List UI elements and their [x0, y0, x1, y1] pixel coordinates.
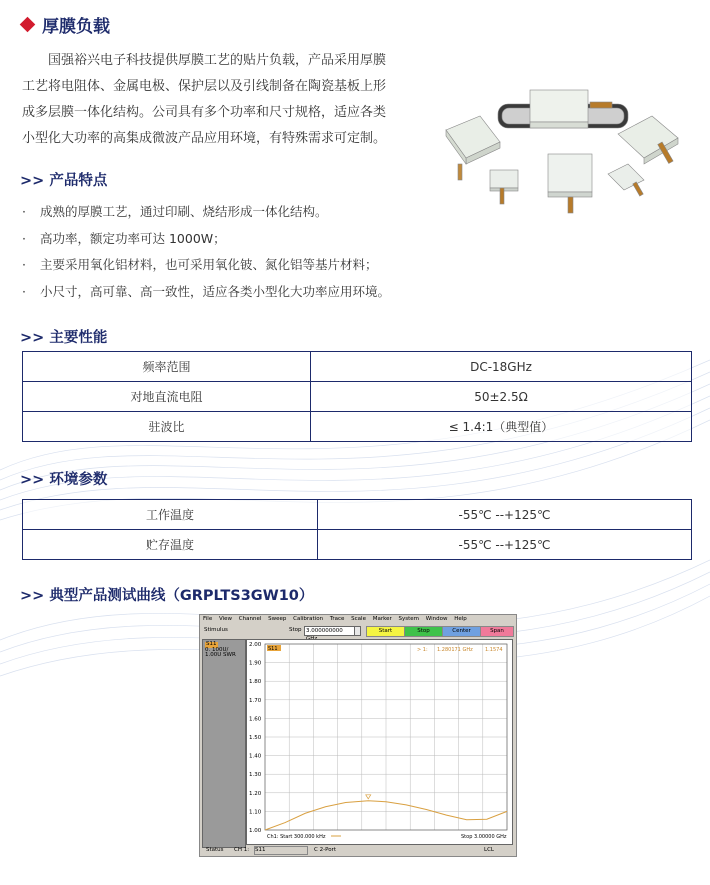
center-button[interactable]: Center — [442, 626, 481, 637]
section-curve-heading: >> 典型产品测试曲线（GRPLTS3GW10） — [20, 588, 314, 604]
section-environment-heading: >> 环境参数 — [20, 472, 108, 488]
list-item: · 成熟的厚膜工艺，通过印刷、烧结形成一体化结构。 — [22, 204, 328, 219]
plot-area — [246, 639, 513, 845]
marker-triangle — [366, 795, 371, 799]
menu-item[interactable]: System — [398, 616, 419, 622]
y-tick-label: 1.90 — [249, 660, 262, 667]
y-tick-label: 1.40 — [249, 753, 262, 760]
table-cell: 驻波比 — [23, 412, 311, 442]
section-title-header — [22, 12, 110, 37]
table-cell: 对地直流电阻 — [23, 382, 311, 412]
menu-item[interactable]: View — [218, 616, 233, 622]
table-cell: -55℃ --+125℃ — [318, 530, 692, 560]
status-label: Status — [206, 847, 224, 853]
table-row — [23, 352, 692, 382]
stop-frequency-input[interactable]: 3.000000000 — [304, 626, 355, 636]
table-cell: 50±2.5Ω — [311, 382, 692, 412]
y-tick-label: 1.00 — [249, 828, 262, 834]
intro-line: 成多层膜一体化结构。公司具有多个功率和尺寸规格，适应各类 — [22, 105, 387, 120]
table-cell: 工作温度 — [23, 500, 318, 530]
vswr-chart — [247, 640, 512, 844]
list-item: · 小尺寸，高可靠、高一致性，适应各类小型化大功率应用环境。 — [22, 283, 391, 299]
menu-item[interactable]: Scale — [351, 616, 366, 622]
table-cell: -55℃ --+125℃ — [318, 500, 692, 530]
environment-table — [22, 499, 692, 560]
intro-line: 国强裕兴电子科技提供厚膜工艺的贴片负载，产品采用厚膜 — [48, 53, 387, 68]
marker-label: > 1: — [417, 647, 428, 653]
menu-item[interactable]: Sweep — [268, 616, 287, 622]
status-trace: S11 — [254, 846, 308, 855]
y-tick-label: 1.70 — [249, 697, 262, 704]
spinner-icon[interactable] — [354, 626, 361, 636]
network-analyzer-screenshot — [199, 614, 517, 857]
table-cell: ≤ 1.4:1（典型值） — [311, 412, 692, 442]
lcl-label: LCL — [484, 847, 494, 853]
channel-label: CH 1: — [234, 847, 250, 853]
table-row — [23, 382, 692, 412]
y-tick-label: 1.30 — [249, 772, 262, 779]
analyzer-toolbar — [201, 625, 513, 636]
intro-paragraph — [22, 48, 427, 152]
y-tick-label: 1.10 — [249, 809, 262, 816]
stimulus-label: Stimulus — [204, 627, 228, 633]
features-list — [22, 199, 442, 305]
trace-panel — [202, 639, 246, 848]
table-row — [23, 500, 692, 530]
trace-format: 1.00U SWR — [205, 652, 236, 658]
port-label: C 2-Port — [314, 847, 336, 853]
section-performance-heading: >> 主要性能 — [20, 330, 108, 346]
analyzer-menu-bar — [200, 615, 516, 624]
marker-frequency: 1.280171 GHz — [437, 647, 473, 653]
y-tick-label: 2.00 — [249, 642, 262, 648]
diamond-icon — [20, 17, 36, 33]
menu-item[interactable]: Trace — [329, 616, 345, 622]
marker-value: 1.1574 — [485, 647, 503, 653]
table-cell: 贮存温度 — [23, 530, 318, 560]
performance-table — [22, 351, 692, 442]
y-tick-label: 1.80 — [249, 679, 262, 686]
trace-tag: S11 — [268, 646, 278, 652]
stop-frequency-label: Stop 3.00000 GHz — [461, 834, 507, 840]
trace-scale: 0. 100U/ — [205, 646, 229, 653]
page-title: 厚膜负载 — [42, 17, 110, 37]
y-tick-label: 1.20 — [249, 790, 262, 797]
stop-label: Stop — [289, 627, 302, 633]
menu-item[interactable]: Calibration — [293, 616, 324, 622]
trace-info[interactable] — [205, 642, 243, 662]
start-button[interactable]: Start — [366, 626, 405, 637]
intro-line: 工艺将电阻体、金属电极、保护层以及引线制备在陶瓷基板上形 — [22, 79, 387, 94]
analyzer-status-bar — [202, 846, 512, 855]
table-row — [23, 530, 692, 560]
section-features-heading: >> 产品特点 — [20, 173, 108, 189]
intro-line: 小型化大功率的高集成微波产品应用环境，有特殊需求可定制。 — [22, 131, 387, 146]
list-item: · 主要采用氧化铝材料，也可采用氧化铍、氮化铝等基片材料； — [22, 257, 378, 272]
menu-item[interactable]: Marker — [372, 616, 392, 622]
trace-label: S11 — [206, 641, 217, 647]
product-photo — [438, 76, 700, 216]
span-button[interactable]: Span — [480, 626, 514, 637]
start-frequency-label: Ch1: Start 300.000 kHz — [267, 834, 326, 840]
y-tick-label: 1.50 — [249, 735, 262, 741]
menu-item[interactable]: Help — [454, 616, 467, 622]
list-item: · 高功率，额定功率可达 1000W； — [22, 230, 226, 246]
table-row — [23, 412, 692, 442]
table-cell: 频率范围 — [23, 352, 311, 382]
menu-item[interactable]: Window — [425, 616, 448, 622]
y-tick-label: 1.60 — [249, 716, 262, 723]
stop-button[interactable]: Stop — [404, 626, 443, 637]
menu-item[interactable]: Channel — [238, 616, 262, 622]
table-cell: DC-18GHz — [311, 352, 692, 382]
menu-item[interactable]: File — [203, 616, 213, 622]
